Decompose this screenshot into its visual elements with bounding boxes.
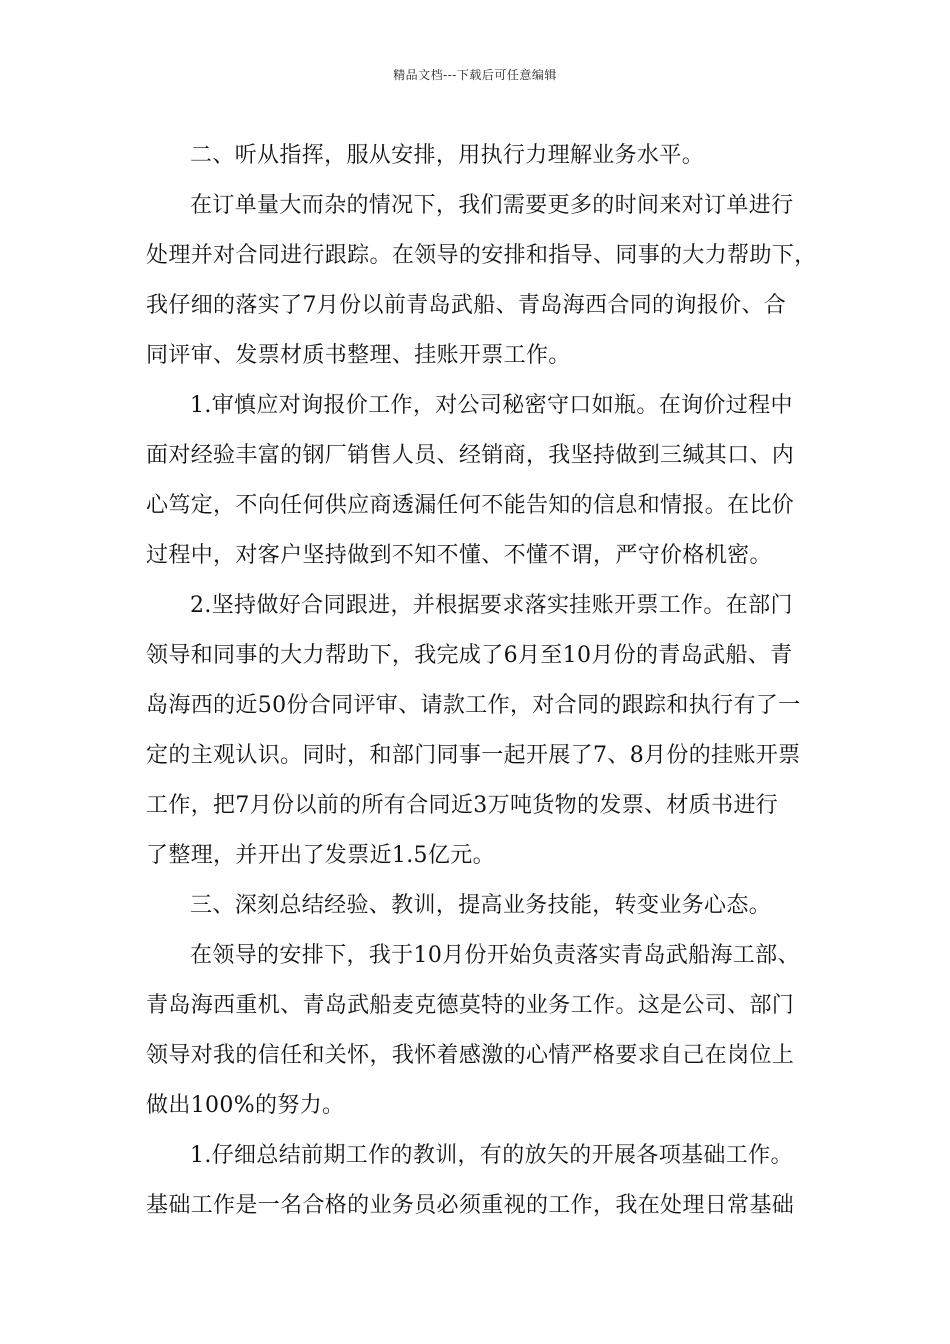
text-line: 青岛海西重机、青岛武船麦克德莫特的业务工作。这是公司、部门 [146,993,795,1018]
paragraph [146,181,817,381]
text-line: 心笃定，不向任何供应商透漏任何不能告知的信息和情报。在比价 [146,493,795,518]
document-body [146,131,817,1231]
paragraph [146,381,814,581]
text-line: 在领导的安排下，我于10月份开始负责落实青岛武船海工部、 [190,943,800,968]
text-line: 做出100%的努力。 [146,1093,345,1118]
text-line: 岛海西的近50份合同评审、请款工作，对合同的跟踪和执行有了一 [146,693,801,718]
paragraph [146,1131,814,1231]
text-line: 2.坚持做好合同跟进，并根据要求落实挂账开票工作。在部门 [190,593,793,618]
text-line: 过程中，对客户坚持做到不知不懂、不懂不谓，严守价格机密。 [146,543,772,568]
text-line: 二、听从指挥，服从安排，用执行力理解业务水平。 [190,143,705,168]
section-heading [146,131,814,181]
text-line: 处理并对合同进行跟踪。在领导的安排和指导、同事的大力帮助下， [146,243,817,268]
text-line: 1.审慎应对询报价工作，对公司秘密守口如瓶。在询价过程中 [190,393,793,418]
text-line: 1.仔细总结前期工作的教训，有的放矢的开展各项基础工作。 [190,1143,793,1168]
text-line: 基础工作是一名合格的业务员必须重视的工作，我在处理日常基础 [146,1193,795,1218]
text-line: 面对经验丰富的钢厂销售人员、经销商，我坚持做到三缄其口、内 [146,443,795,468]
text-line: 在订单量大而杂的情况下，我们需要更多的时间来对订单进行 [190,193,794,218]
text-line: 定的主观认识。同时，和部门同事一起开展了7、8月份的挂账开票 [146,743,801,768]
paragraph [146,931,814,1131]
text-line: 领导和同事的大力帮助下，我完成了6月至10月份的青岛武船、青 [146,643,793,668]
text-line: 了整理，并开出了发票近1.5亿元。 [146,843,495,868]
text-line: 三、深刻总结经验、教训，提高业务技能，转变业务心态。 [190,893,772,918]
text-line: 我仔细的落实了7月份以前青岛武船、青岛海西合同的询报价、合 [146,293,787,318]
section-heading [146,881,814,931]
page-header: 精品文档---下载后可任意编辑 [393,68,557,82]
text-line: 领导对我的信任和关怀，我怀着感激的心情严格要求自己在岗位上 [146,1043,795,1068]
text-line: 同评审、发票材质书整理、挂账开票工作。 [146,343,571,368]
text-line: 工作，把7月份以前的所有合同近3万吨货物的发票、材质书进行 [146,793,779,818]
paragraph [146,581,814,881]
